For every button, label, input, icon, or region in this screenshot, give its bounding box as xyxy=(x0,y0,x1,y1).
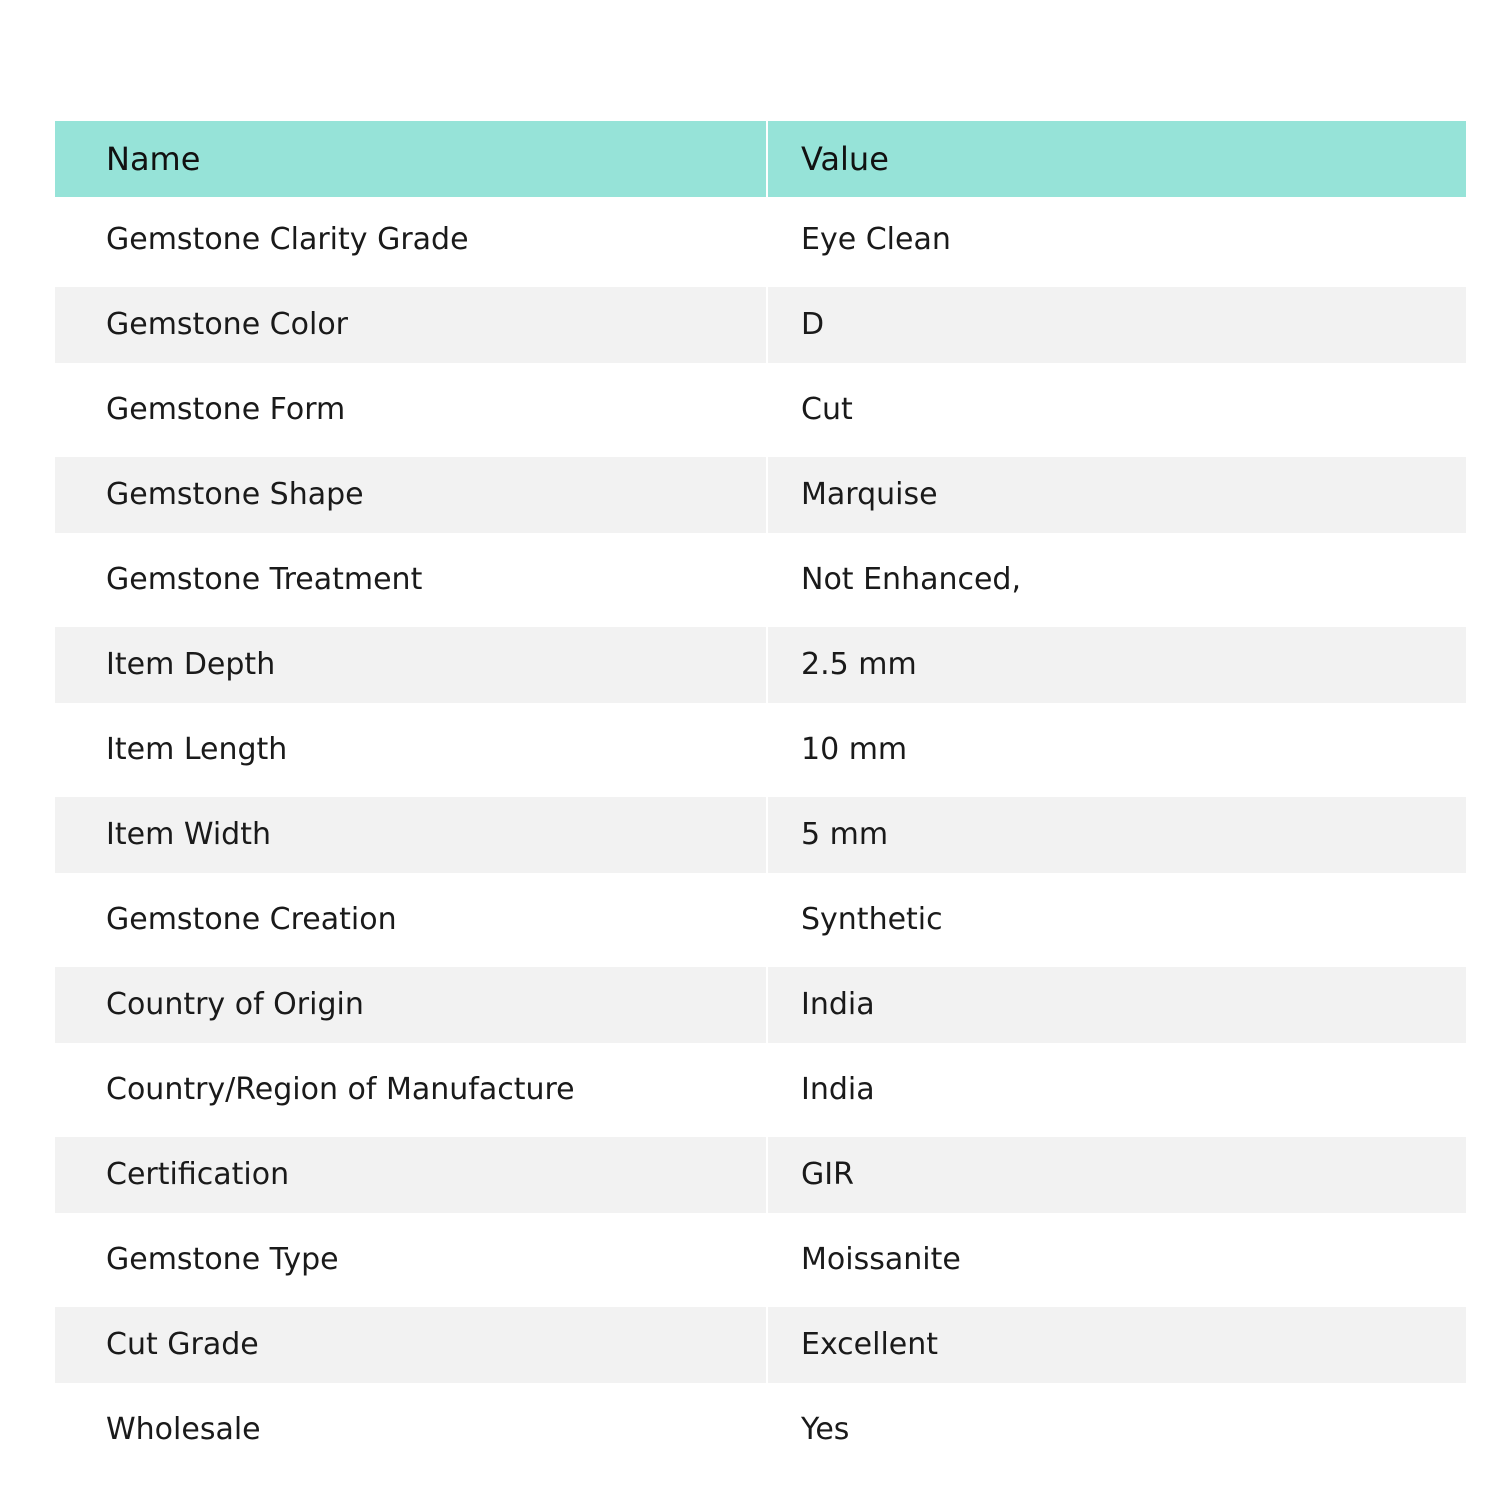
row-value-cell: 10 mm xyxy=(801,732,908,767)
table-row-band xyxy=(55,1052,1466,1128)
table-row xyxy=(55,1217,1466,1302)
table-row-band xyxy=(55,287,1466,363)
table-row-band xyxy=(55,202,1466,278)
table-row-band xyxy=(55,882,1466,958)
row-value-cell: 5 mm xyxy=(768,797,1466,873)
table-row-band xyxy=(55,1392,1466,1468)
table-body xyxy=(55,197,1466,1472)
table-row xyxy=(55,537,1466,622)
row-value-cell: India xyxy=(801,1072,875,1107)
row-value-cell: Excellent xyxy=(768,1307,1466,1383)
row-name-cell: Cut Grade xyxy=(55,1307,766,1383)
row-name-cell: Country/Region of Manufacture xyxy=(106,1072,575,1107)
table-row xyxy=(55,452,1466,537)
row-name-cell: Wholesale xyxy=(106,1412,261,1447)
table-row xyxy=(55,282,1466,367)
row-name-cell: Country of Origin xyxy=(55,967,766,1043)
row-value-cell: D xyxy=(768,287,1466,363)
row-value-cell: 2.5 mm xyxy=(768,627,1466,703)
table-row-band xyxy=(55,372,1466,448)
table-row xyxy=(55,792,1466,877)
row-value-cell: India xyxy=(768,967,1466,1043)
table-row xyxy=(55,877,1466,962)
row-name-cell: Gemstone Color xyxy=(55,287,766,363)
row-name-cell: Item Depth xyxy=(55,627,766,703)
table-row xyxy=(55,1132,1466,1217)
table-row xyxy=(55,1387,1466,1472)
specifications-table xyxy=(55,121,1466,1472)
row-name-cell: Gemstone Form xyxy=(106,392,346,427)
table-row-band xyxy=(55,967,1466,1043)
table-row xyxy=(55,1047,1466,1132)
table-row xyxy=(55,962,1466,1047)
row-value-cell: GIR xyxy=(768,1137,1466,1213)
row-value-cell: Yes xyxy=(801,1412,850,1447)
value-column-header: Value xyxy=(768,121,1466,197)
table-row-band xyxy=(55,712,1466,788)
table-row xyxy=(55,197,1466,282)
table-row-band xyxy=(55,627,1466,703)
row-name-cell: Gemstone Creation xyxy=(106,902,397,937)
table-row-band xyxy=(55,542,1466,618)
row-name-cell: Item Length xyxy=(106,732,288,767)
row-name-cell: Certification xyxy=(55,1137,766,1213)
table-row-band xyxy=(55,797,1466,873)
row-value-cell: Moissanite xyxy=(801,1242,961,1277)
table-row xyxy=(55,367,1466,452)
table-row xyxy=(55,1302,1466,1387)
row-name-cell: Gemstone Type xyxy=(106,1242,339,1277)
table-row-band xyxy=(55,457,1466,533)
row-value-cell: Eye Clean xyxy=(801,222,951,257)
row-name-cell: Gemstone Clarity Grade xyxy=(106,222,469,257)
name-column-header: Name xyxy=(55,121,766,197)
row-value-cell: Cut xyxy=(801,392,853,427)
row-value-cell: Marquise xyxy=(768,457,1466,533)
table-row-band xyxy=(55,1137,1466,1213)
row-name-cell: Item Width xyxy=(55,797,766,873)
table-row-band xyxy=(55,1307,1466,1383)
table-row-band xyxy=(55,1222,1466,1298)
row-name-cell: Gemstone Treatment xyxy=(106,562,423,597)
row-name-cell: Gemstone Shape xyxy=(55,457,766,533)
table-header-row xyxy=(55,121,1466,197)
table-row xyxy=(55,707,1466,792)
table-row xyxy=(55,622,1466,707)
row-value-cell: Not Enhanced, xyxy=(801,562,1022,597)
row-value-cell: Synthetic xyxy=(801,902,943,937)
